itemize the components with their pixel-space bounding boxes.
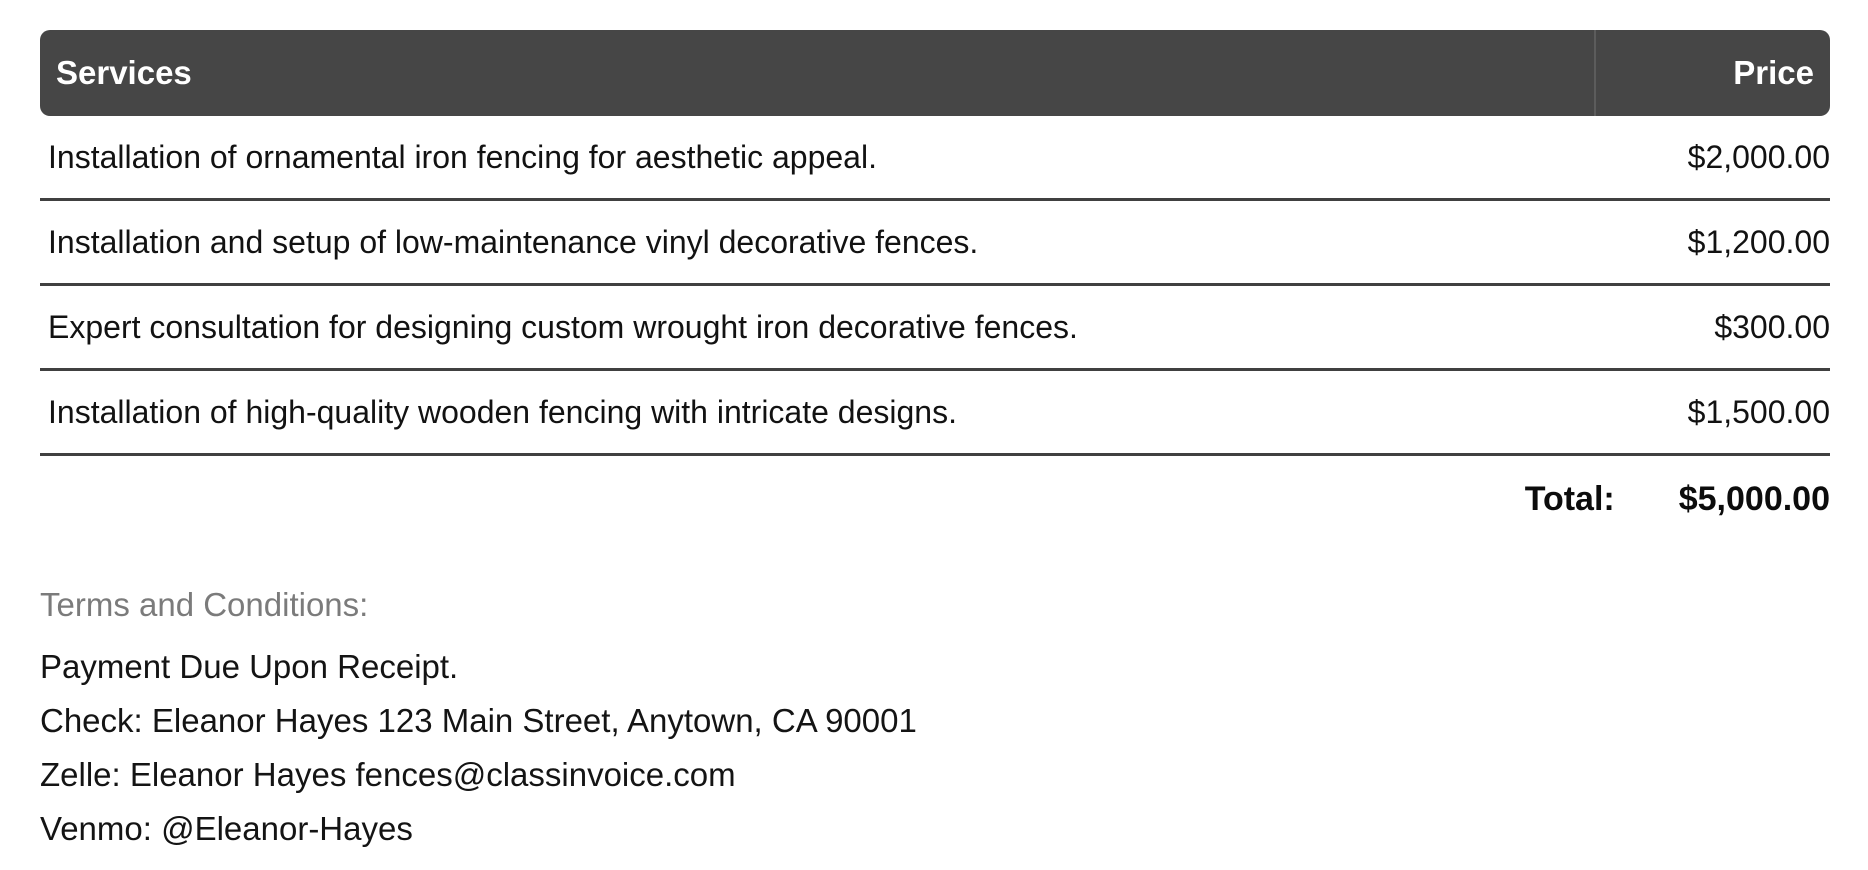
service-description: Installation of high-quality wooden fencing with intricate designs.	[48, 393, 957, 430]
service-price: $2,000.00	[1687, 138, 1830, 175]
terms-line-venmo: Venmo: @Eleanor-Hayes	[40, 810, 413, 847]
total-row	[40, 456, 1830, 542]
total-label: Total:	[1524, 479, 1615, 518]
service-description: Expert consultation for designing custom wrought iron decorative fences.	[48, 308, 1078, 345]
terms-heading: Terms and Conditions:	[40, 586, 369, 623]
service-description: Installation of ornamental iron fencing for aesthetic appeal.	[48, 138, 877, 175]
terms-line-check: Check: Eleanor Hayes 123 Main Street, Anytown, CA 90001	[40, 702, 917, 739]
service-price: $300.00	[1714, 308, 1830, 345]
terms-line-zelle: Zelle: Eleanor Hayes fences@classinvoice.com	[40, 756, 736, 793]
total-amount: $5,000.00	[1678, 479, 1830, 518]
terms-and-conditions-section	[40, 586, 1830, 856]
terms-line-payment: Payment Due Upon Receipt.	[40, 648, 459, 685]
price-column-header: Price	[1594, 30, 1830, 116]
table-row	[40, 116, 1830, 201]
invoice-document	[40, 30, 1830, 856]
service-description: Installation and setup of low-maintenance vinyl decorative fences.	[48, 223, 979, 260]
table-row	[40, 201, 1830, 286]
service-price: $1,500.00	[1687, 393, 1830, 430]
service-price: $1,200.00	[1687, 223, 1830, 260]
services-column-header: Services	[56, 54, 192, 91]
services-table-header	[40, 30, 1830, 116]
table-row	[40, 371, 1830, 456]
table-row	[40, 286, 1830, 371]
